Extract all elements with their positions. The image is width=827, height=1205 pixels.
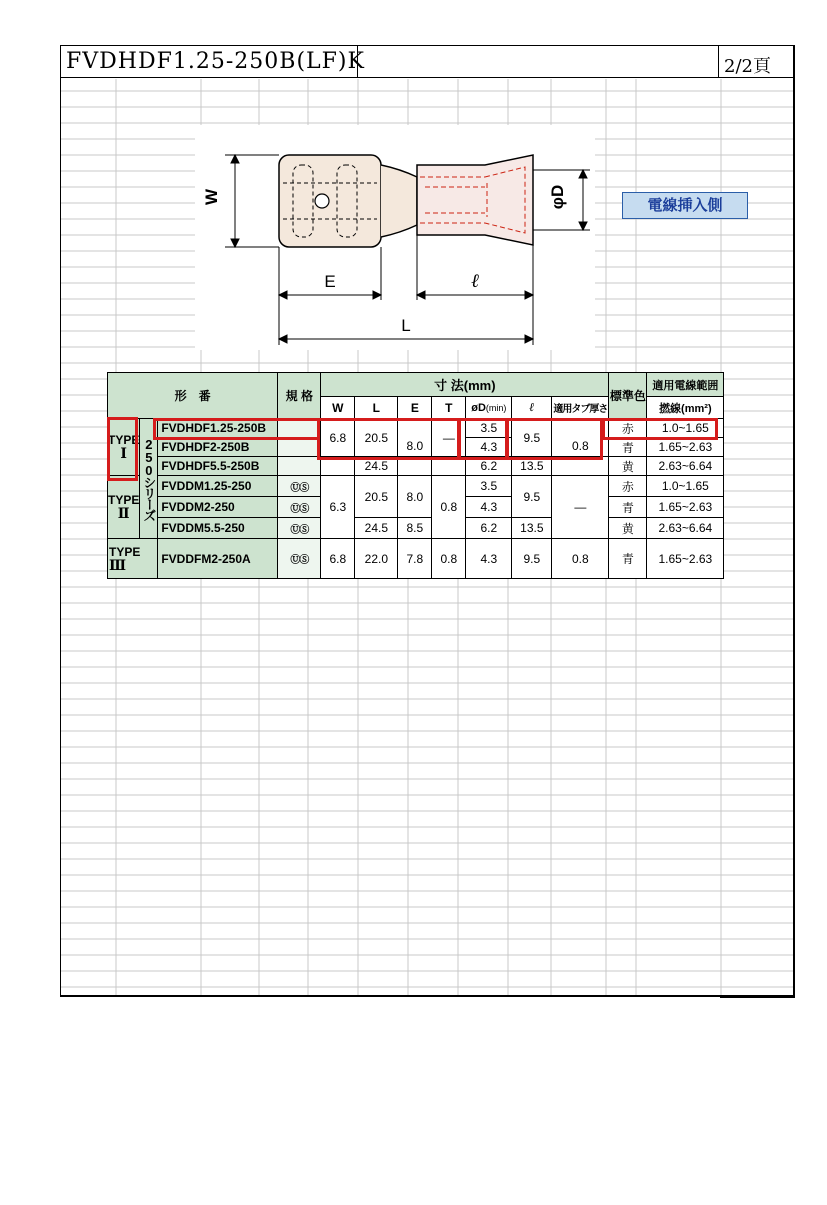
type1-roman: Ⅰ <box>120 446 127 462</box>
standard-cell <box>278 539 321 579</box>
model-cell: FVDHDF2-250B <box>158 438 278 457</box>
standard-cell <box>278 518 321 539</box>
ul-csa-badge: ⓊⓈ <box>290 503 309 515</box>
dim-lsmall-label: ℓ <box>471 270 479 292</box>
range-cell: 1.65~2.63 <box>647 497 724 518</box>
header-d-label: øD <box>471 401 486 414</box>
t-cell: — <box>432 419 466 457</box>
tab-cell: — <box>552 476 609 539</box>
d-cell: 3.5 <box>466 419 512 438</box>
color-cell: 黄 <box>609 518 647 539</box>
terminal-drawing <box>195 125 595 350</box>
model-cell: FVDDM1.25-250 <box>158 476 278 497</box>
header-dimensions: 寸 法(mm) <box>321 373 609 397</box>
header-d-suffix: (min) <box>485 402 507 413</box>
model-cell: FVDDFM2-250A <box>158 539 278 579</box>
ul-csa-badge: ⓊⓈ <box>290 482 309 494</box>
model-cell: FVDDM2-250 <box>158 497 278 518</box>
range-cell: 2.63~6.64 <box>647 518 724 539</box>
model-cell: FVDHDF5.5-250B <box>158 457 278 476</box>
tab-cell: 0.8 <box>552 539 609 579</box>
dim-l-label: L <box>401 316 411 335</box>
footer-rule <box>60 995 720 996</box>
standard-cell <box>278 476 321 497</box>
lsmall-cell: 9.5 <box>512 476 552 518</box>
dim-e-label: E <box>324 272 336 291</box>
w-cell: 6.3 <box>321 476 355 539</box>
header-w: W <box>321 397 355 419</box>
page-number: 2/2頁 <box>724 56 771 77</box>
dim-d-label: φD <box>548 184 567 210</box>
color-cell: 赤 <box>609 476 647 497</box>
color-cell: 青 <box>609 539 647 579</box>
type3-roman: Ⅲ <box>109 557 127 574</box>
e-cell: 8.0 <box>398 476 432 518</box>
document-title: FVDHDF1.25-250B(LF)K <box>66 49 365 74</box>
terminal-diagram <box>195 125 595 350</box>
type2-cell <box>108 476 140 539</box>
header-stranded: 撚線(mm²) <box>647 397 724 419</box>
header-t: T <box>432 397 466 419</box>
color-cell: 青 <box>609 438 647 457</box>
header-model: 形 番 <box>108 373 278 419</box>
highlight-diameter <box>458 418 508 460</box>
d-cell: 6.2 <box>466 457 512 476</box>
e-cell: 7.8 <box>398 539 432 579</box>
type3-cell <box>108 539 158 579</box>
t-cell: 0.8 <box>432 539 466 579</box>
e-cell: 8.5 <box>398 518 432 539</box>
color-cell: 黄 <box>609 457 647 476</box>
model-cell: FVDDM5.5-250 <box>158 518 278 539</box>
page-divider <box>718 45 719 78</box>
wire-insertion-side-label: 電線挿入側 <box>622 192 748 219</box>
l-cell: 24.5 <box>355 457 398 476</box>
highlight-tab <box>506 418 603 460</box>
range-cell: 1.0~1.65 <box>647 419 724 438</box>
lsmall-cell: 13.5 <box>512 457 552 476</box>
footer-thick-rule <box>720 995 795 998</box>
highlight-type1 <box>107 417 138 481</box>
type2-roman: Ⅱ <box>117 506 130 522</box>
l-cell: 22.0 <box>355 539 398 579</box>
range-cell: 1.0~1.65 <box>647 476 724 497</box>
range-cell: 1.65~2.63 <box>647 438 724 457</box>
spec-table <box>107 372 724 579</box>
header-standard: 規 格 <box>278 373 321 419</box>
ul-csa-badge: ⓊⓈ <box>290 524 309 536</box>
dim-w-label: W <box>202 188 221 206</box>
lsmall-cell: 9.5 <box>512 539 552 579</box>
type3-label: TYPE <box>109 544 141 559</box>
d-cell: 6.2 <box>466 518 512 539</box>
l-cell: 20.5 <box>355 476 398 518</box>
e-cell: 8.0 <box>398 419 432 457</box>
range-cell: 1.65~2.63 <box>647 539 724 579</box>
lsmall-cell: 13.5 <box>512 518 552 539</box>
header-color: 標準色 <box>609 373 647 419</box>
color-cell: 赤 <box>609 419 647 438</box>
d-cell: 3.5 <box>466 476 512 497</box>
model-cell: FVDHDF1.25-250B <box>158 419 278 438</box>
w-cell: 6.8 <box>321 419 355 457</box>
type2-label: TYPE <box>108 493 140 507</box>
d-cell: 4.3 <box>466 438 512 457</box>
w-cell: 6.8 <box>321 539 355 579</box>
l-cell: 20.5 <box>355 419 398 457</box>
header-d <box>466 397 512 419</box>
ul-csa-badge: ⓊⓈ <box>290 555 309 566</box>
highlight-model <box>153 418 320 440</box>
d-cell: 4.3 <box>466 539 512 579</box>
tab-cell: 0.8 <box>552 419 609 457</box>
lsmall-cell: 9.5 <box>512 419 552 457</box>
header-l: L <box>355 397 398 419</box>
standard-cell <box>278 497 321 518</box>
highlight-dimensions <box>317 418 460 460</box>
range-cell: 2.63~6.64 <box>647 457 724 476</box>
type1-label: TYPE <box>108 433 140 447</box>
standard-cell <box>278 438 321 457</box>
header-wire-range: 適用電線範囲 <box>647 373 724 397</box>
standard-cell <box>278 457 321 476</box>
t-cell: 0.8 <box>432 476 466 539</box>
header-tab: 適用タブ厚さ <box>552 397 609 419</box>
header-e: E <box>398 397 432 419</box>
color-cell: 青 <box>609 497 647 518</box>
series-label: 250シリーズ <box>141 437 157 520</box>
l-cell: 24.5 <box>355 518 398 539</box>
header-lsmall: ℓ <box>512 397 552 419</box>
d-cell: 4.3 <box>466 497 512 518</box>
highlight-color-range <box>602 418 718 440</box>
